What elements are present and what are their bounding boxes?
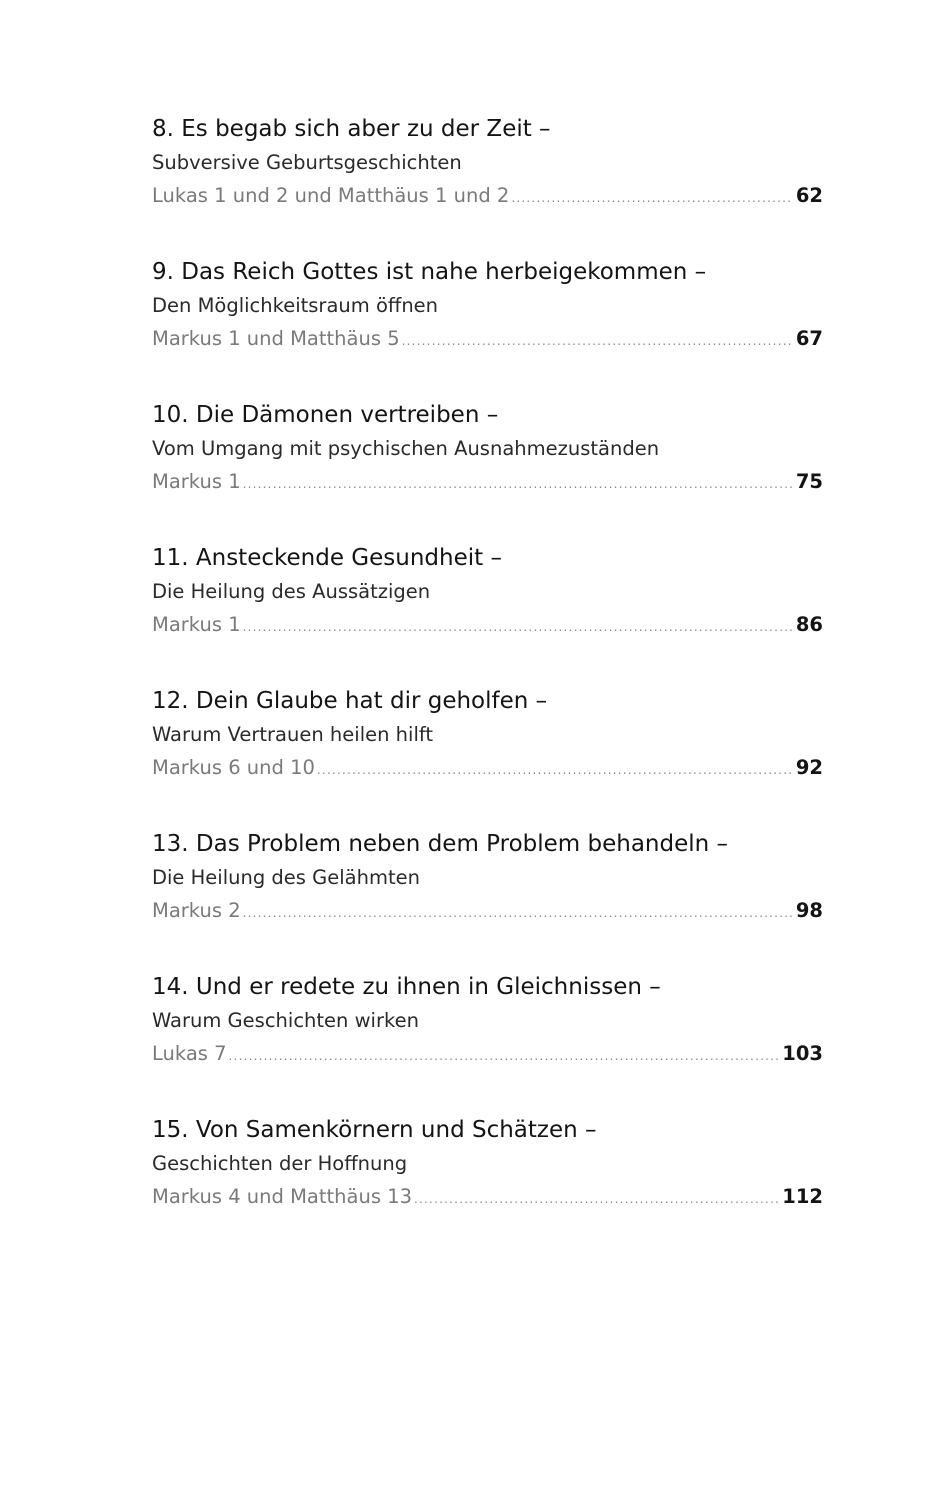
toc-entry-page-number: 62 xyxy=(795,184,823,207)
toc-entry-subtitle: Warum Geschichten wirken xyxy=(152,1009,419,1032)
toc-entry xyxy=(152,541,823,684)
toc-entry-reference: Markus 1 und Matthäus 5 xyxy=(152,327,400,350)
toc-entry-subtitle: Subversive Geburtsgeschichten xyxy=(152,151,462,174)
toc-entry-title: 8. Es begab sich aber zu der Zeit – xyxy=(152,116,551,142)
toc-entry-reference: Lukas 1 und 2 und Matthäus 1 und 2 xyxy=(152,184,510,207)
dot-leader xyxy=(414,1183,779,1215)
dot-leader xyxy=(243,468,793,500)
toc-entry-page-number: 86 xyxy=(795,613,823,636)
toc-entry xyxy=(152,255,823,398)
toc-entry-page-number: 98 xyxy=(795,899,823,922)
toc-entry-page-number: 103 xyxy=(782,1042,823,1065)
toc-entry xyxy=(152,398,823,541)
toc-entry-reference: Lukas 7 xyxy=(152,1042,227,1065)
dot-leader xyxy=(402,325,793,357)
toc-entry xyxy=(152,827,823,970)
toc-entry-title: 10. Die Dämonen vertreiben – xyxy=(152,402,499,428)
toc-entry-title: 15. Von Samenkörnern und Schätzen – xyxy=(152,1117,597,1143)
toc-entry-subtitle: Vom Umgang mit psychischen Ausnahmezuständen xyxy=(152,437,660,460)
toc-entry-reference: Markus 2 xyxy=(152,899,241,922)
toc-entry-title: 9. Das Reich Gottes ist nahe herbeigekommen – xyxy=(152,259,707,285)
dot-leader xyxy=(243,611,793,643)
dot-leader xyxy=(243,897,793,929)
toc-entry xyxy=(152,970,823,1113)
toc-entry-subtitle: Den Möglichkeitsraum öffnen xyxy=(152,294,439,317)
toc-entry-reference: Markus 1 xyxy=(152,613,241,636)
toc-entry-reference: Markus 1 xyxy=(152,470,241,493)
toc-entry-reference-line xyxy=(152,1181,823,1215)
toc-entry xyxy=(152,1113,823,1256)
toc-entry-reference-line xyxy=(152,466,823,500)
toc-entry-subtitle: Die Heilung des Gelähmten xyxy=(152,866,420,889)
toc-entry-reference-line xyxy=(152,180,823,214)
toc-entry-reference: Markus 6 und 10 xyxy=(152,756,315,779)
dot-leader xyxy=(229,1040,780,1072)
toc-entry-title: 12. Dein Glaube hat dir geholfen – xyxy=(152,688,548,714)
toc-entry-reference-line xyxy=(152,323,823,357)
toc-entry-title: 14. Und er redete zu ihnen in Gleichnissen – xyxy=(152,974,661,1000)
toc-entry-title: 13. Das Problem neben dem Problem behandeln – xyxy=(152,831,729,857)
toc-entry xyxy=(152,112,823,255)
table-of-contents xyxy=(152,112,823,1256)
toc-entry-page-number: 75 xyxy=(795,470,823,493)
toc-entry-subtitle: Die Heilung des Aussätzigen xyxy=(152,580,431,603)
toc-entry-subtitle: Geschichten der Hoffnung xyxy=(152,1152,408,1175)
toc-entry-reference-line xyxy=(152,752,823,786)
toc-entry-title: 11. Ansteckende Gesundheit – xyxy=(152,545,502,571)
toc-entry-reference: Markus 4 und Matthäus 13 xyxy=(152,1185,413,1208)
toc-entry-page-number: 112 xyxy=(782,1185,823,1208)
toc-entry-page-number: 67 xyxy=(795,327,823,350)
toc-entry-reference-line xyxy=(152,609,823,643)
dot-leader xyxy=(317,754,793,786)
toc-entry-reference-line xyxy=(152,1038,823,1072)
toc-entry-reference-line xyxy=(152,895,823,929)
toc-entry-subtitle: Warum Vertrauen heilen hilft xyxy=(152,723,434,746)
toc-entry-page-number: 92 xyxy=(795,756,823,779)
dot-leader xyxy=(511,182,793,214)
toc-entry xyxy=(152,684,823,827)
